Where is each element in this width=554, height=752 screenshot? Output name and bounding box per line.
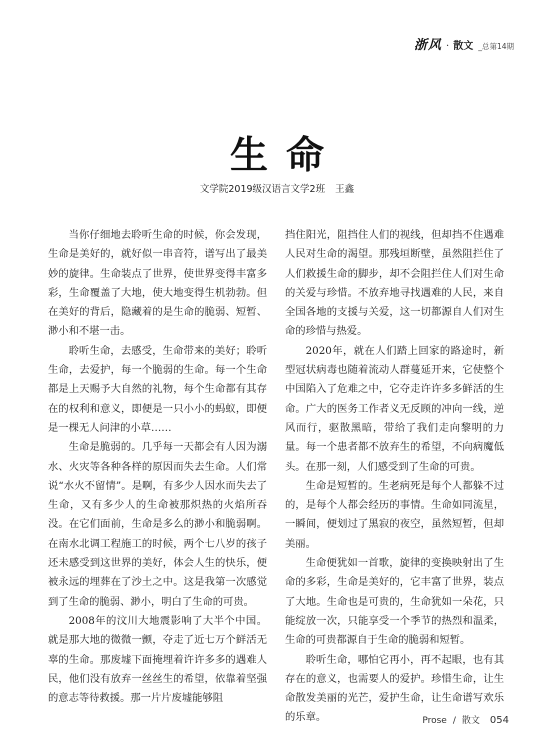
footer-label: Prose [422, 716, 447, 726]
header-section: 散文 [453, 41, 474, 52]
paragraph: 聆听生命，哪怕它再小，再不起眼，也有其存在的意义，也需要人的爱护。珍惜生命，让生命散发美丽的光芒，爱护生命，让生命谱写欢乐的乐章。 [285, 653, 504, 724]
paragraph: 当你仔细地去聆听生命的时候，你会发现，生命是美好的，就好似一串音符，谱写出了最美妙的旋律。生命装点了世界，使世界变得丰富多彩，生命覆盖了大地，使大地变得生机勃勃。但在美好的背后，隐藏着的是生命的脆弱、短暂、渺小和不堪一击。 [48, 229, 267, 338]
magazine-logo: 浙风 [414, 38, 443, 53]
running-header [414, 34, 514, 53]
byline-affiliation: 文学院2019级汉语言文学2班 [199, 184, 326, 195]
left-column [48, 226, 267, 708]
footer-separator: / [452, 716, 456, 726]
footer-section: 散文 [461, 716, 480, 726]
paragraph: 生命是脆弱的。几乎每一天都会有人因为溺水、火灾等各种各样的原因而失去生命。人们常说“水火不留情”。是啊，有多少人因水而失去了生命，又有多少人的生命被那炽热的火焰所吞没。在它们面前，生命是多么的渺小和脆弱啊。在南水北调工程施工的时候，两个七八岁的孩子还未感受到这世界的美好，体会人生的快乐，便被永远的埋葬在了沙土之中。这是我第一次感觉到了生命的脆弱、渺小，明白了生命的可贵。 [48, 441, 267, 608]
article-title: 生命 [229, 133, 342, 177]
paragraph: 生命便犹如一首歌，旋律的变换映射出了生命的多彩，生命是美好的，它丰富了世界，装点了大地。生命也是可贵的，生命犹如一朵花，只能绽放一次，只能享受一个季节的热烈和温柔，生命的可贵都源自于生命的脆弱和短暂。 [285, 557, 504, 647]
paragraph: 生命是短暂的。生老病死是每个人都躲不过的，是每个人都会经历的事情。生命如同流星，一瞬间，便划过了黑寂的夜空，虽然短暂，但却美丽。 [285, 479, 504, 550]
paragraph: 2008年的汶川大地震影响了大半个中国。就是那大地的微微一颤，夺走了近七万个鲜活无辜的生命。那废墟下面掩埋着许许多多的遇难人民，他们没有放弃一丝丝生的希望，依靠着坚强的意志等待救援。那一片片废墟能够阻 [48, 614, 267, 705]
page-footer [422, 713, 509, 726]
paragraph-continued: 挡住阳光，阻挡住人们的视线，但却挡不住遇难人民对生命的渴望。那残垣断壁，虽然阻拦住了人们救援生命的脚步，却不会阻拦住人们对生命的关爱与珍惜。不放弃地寻找遇难的人民，来自全国各地的支援与关爱，这一切都源自人们对生命的珍惜与热爱。 [285, 229, 504, 338]
byline [0, 181, 554, 195]
header-issue: _总第14期 [478, 42, 514, 51]
page-number: 054 [489, 715, 509, 726]
paragraph: 聆听生命，去感受，生命带来的美好；聆听生命，去爱护，每一个脆弱的生命。每一个生命都是上天赐予大自然的礼物，每个生命都有其存在的权利和意义，即便是一只小小的蚂蚁，即便是一棵无人问津的小草…… [48, 344, 267, 434]
right-column [285, 226, 504, 728]
paragraph: 2020年，就在人们踏上回家的路途时，新型冠状病毒也随着流动人群蔓延开来，它使整个中国陷入了危难之中，它夺走许许多多鲜活的生命。广大的医务工作者义无反顾的冲向一线，逆风而行，驱散黑暗，带给了我们走向黎明的力量。每一个患者都不放弃生的希望，不向病魔低头。在那一刻，人们感受到了生命的可贵。 [285, 344, 504, 473]
header-separator: · [446, 41, 450, 52]
byline-author: 王鑫 [335, 184, 355, 195]
